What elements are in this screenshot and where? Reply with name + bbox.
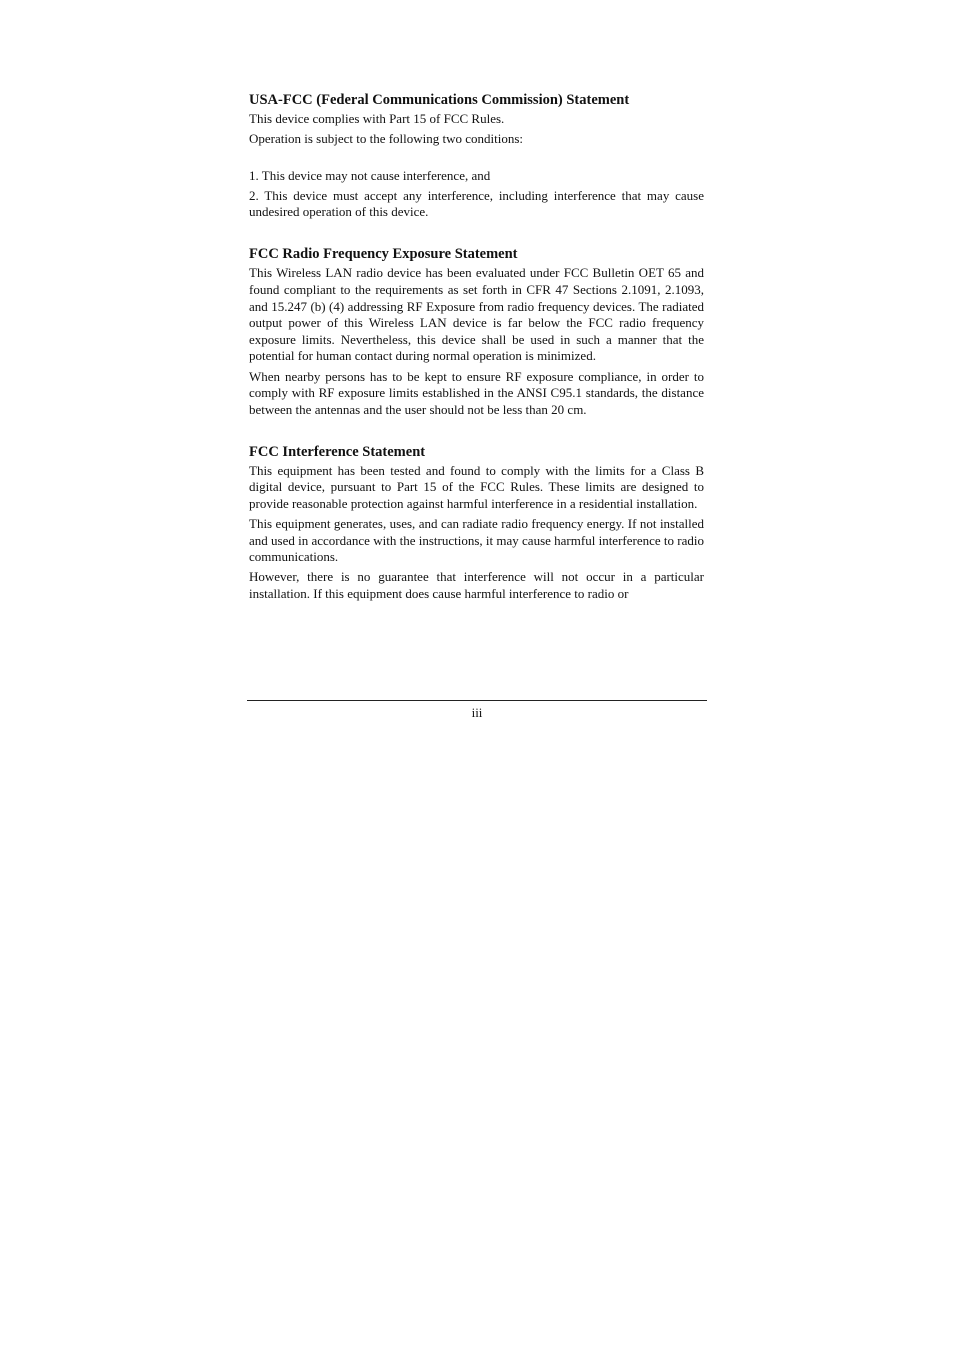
page-number: iii (471, 705, 483, 720)
paragraph: This device complies with Part 15 of FCC Rules. (249, 111, 505, 126)
paragraph: This Wireless LAN radio device has been evaluated under FCC Bulletin OET 65 and found compliant to the requirements as set forth in CFR 47 Sections 2.1091, 2.1093, and 15.247 (b) (4) addressing RF Exposure from radio frequency devices. The radiated output power of this Wireless LAN device is far below the FCC radio frequency exposure limits. Nevertheless, this device shall be used in such a manner that the potential for human contact during normal operation is minimized. (249, 265, 704, 364)
section-heading: FCC Radio Frequency Exposure Statement (249, 246, 518, 263)
paragraph: This equipment has been tested and found to comply with the limits for a Class B digital device, pursuant to Part 15 of the FCC Rules. These limits are designed to provide reasonable protection against harmful interference in a residential installation. (249, 462, 704, 511)
section-interference (249, 442, 704, 603)
section-spacer (249, 224, 704, 244)
section-heading: FCC Interference Statement (249, 443, 426, 460)
section-heading: USA-FCC (Federal Communications Commission) Statement (249, 92, 630, 108)
section-rf-exposure (249, 244, 704, 418)
footer-divider (247, 700, 707, 701)
paragraph: This equipment generates, uses, and can radiate radio frequency energy. If not installed and used in accordance with the instructions, it may cause harmful interference to radio communications. (249, 516, 704, 565)
list-item: 2. This device must accept any interference, including interference that may cause undesired operation of this device. (249, 187, 704, 220)
page-content (249, 90, 704, 606)
section-spacer (249, 422, 704, 442)
paragraph: Operation is subject to the following two conditions: (249, 131, 524, 147)
section-usa-fcc (249, 90, 704, 221)
paragraph: However, there is no guarantee that interference will not occur in a particular installation. If this equipment does cause harmful interference to radio or (249, 569, 704, 601)
paragraph: When nearby persons has to be kept to ensure RF exposure compliance, in order to comply with RF exposure limits established in the ANSI C95.1 standards, the distance between the antennas and the user should not be less than 20 cm. (249, 368, 704, 417)
list-item: 1. This device may not cause interference, and (249, 167, 491, 183)
